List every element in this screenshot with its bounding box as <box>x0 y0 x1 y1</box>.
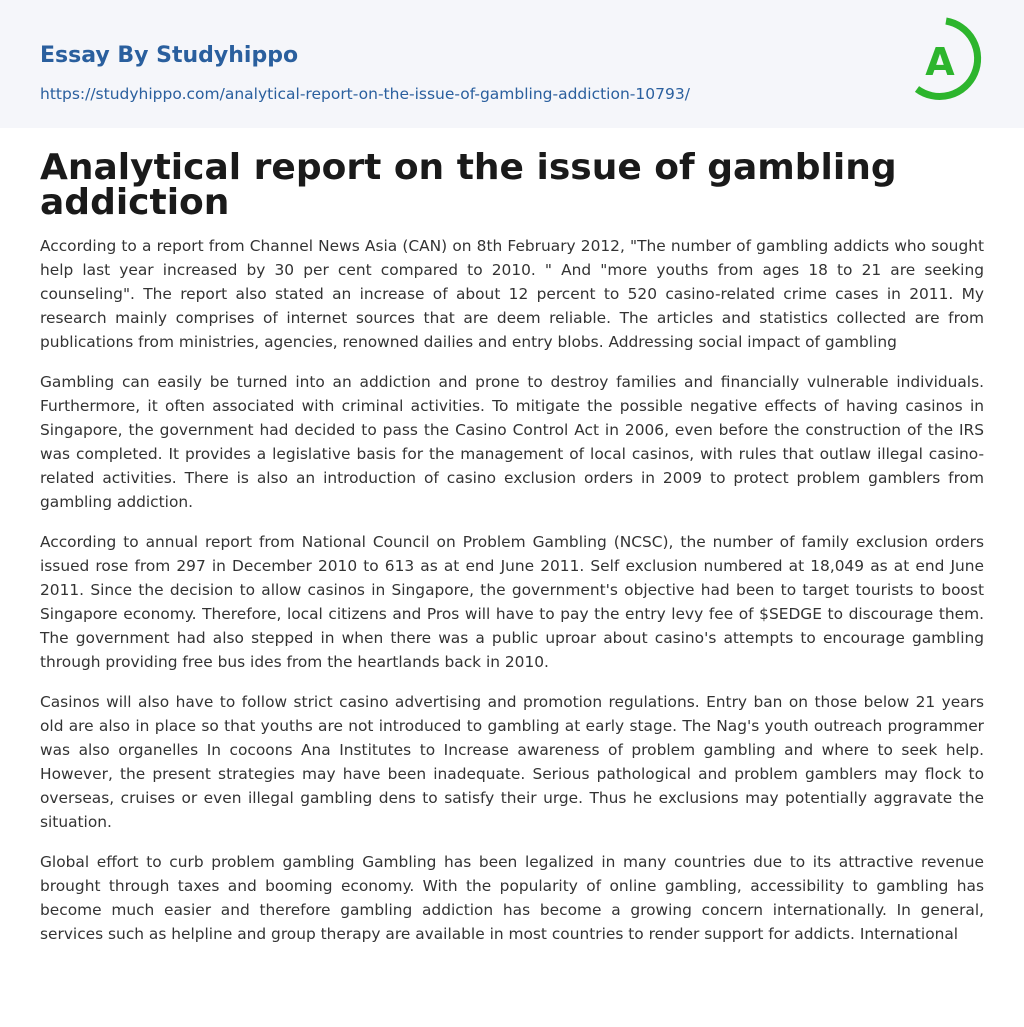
site-header <box>0 0 1024 128</box>
article-body <box>40 234 984 946</box>
paragraph-2: Gambling can easily be turned into an addiction and prone to destroy families and financially vulnerable individuals. Furthermore, it often associated with criminal activities. To mitigate the possible negative effects of having casinos in Singapore, the government had decided to pass the Casino Control Act in 2006, even before the construction of the IRS was completed. It provides a legislative basis for the management of local casinos, with rules that outlaw illegal casino-related activities. There is also an introduction of casino exclusion orders in 2009 to protect problem gamblers from gambling addiction. <box>40 373 984 511</box>
paragraph-3: According to annual report from National Council on Problem Gambling (NCSC), the number of family exclusion orders issued rose from 297 in December 2010 to 613 as at end June 2011. Self exclusion numbered at 18,049 as at end June 2011. Since the decision to allow casinos in Singapore, the government's objective had been to target tourists to boost Singapore economy. Therefore, local citizens and Pros will have to pay the entry levy fee of $SEDGE to discourage them. The government had also stepped in when there was a public uproar about casino's attempts to encourage gambling through providing free bus ides from the heartlands back in 2010. <box>40 533 984 671</box>
article-title: Analytical report on the issue of gambling addiction <box>40 147 897 223</box>
logo-letter: A <box>925 40 955 84</box>
paragraph-5: Global effort to curb problem gambling Gambling has been legalized in many countries due to its attractive revenue brought through taxes and booming economy. With the popularity of online gambling, accessibility to gambling has become much easier and therefore gambling addiction has become a growing concern internationally. In general, services such as helpline and group therapy are available in most countries to render support for addicts. International <box>40 853 984 943</box>
article <box>0 148 1024 946</box>
essay-url-link[interactable]: https://studyhippo.com/analytical-report-on-the-issue-of-gambling-addiction-10793/ <box>40 85 690 103</box>
paragraph-1: According to a report from Channel News Asia (CAN) on 8th February 2012, "The number of gambling addicts who sought help last year increased by 30 per cent compared to 2010. " And "more youths from ages 18 to 21 are seeking counseling". The report also stated an increase of about 12 percent to 520 casino-related crime cases in 2011. My research mainly comprises of internet sources that are deem reliable. The articles and statistics collected are from publications from ministries, agencies, renowned dailies and entry blobs. Addressing social impact of gambling <box>40 237 984 351</box>
studyhippo-logo-icon[interactable] <box>904 17 988 107</box>
site-brand[interactable]: Essay By Studyhippo <box>40 43 299 68</box>
paragraph-4: Casinos will also have to follow strict casino advertising and promotion regulations. Entry ban on those below 21 years old are also in place so that youths are not introduced to gambling at early stage. The Nag's youth outreach programmer was also organelles In cocoons Ana Institutes to Increase awareness of problem gambling and where to seek help. However, the present strategies may have been inadequate. Serious pathological and problem gamblers may flock to overseas, cruises or even illegal gambling dens to satisfy their urge. Thus he exclusions may potentially aggravate the situation. <box>40 693 984 831</box>
